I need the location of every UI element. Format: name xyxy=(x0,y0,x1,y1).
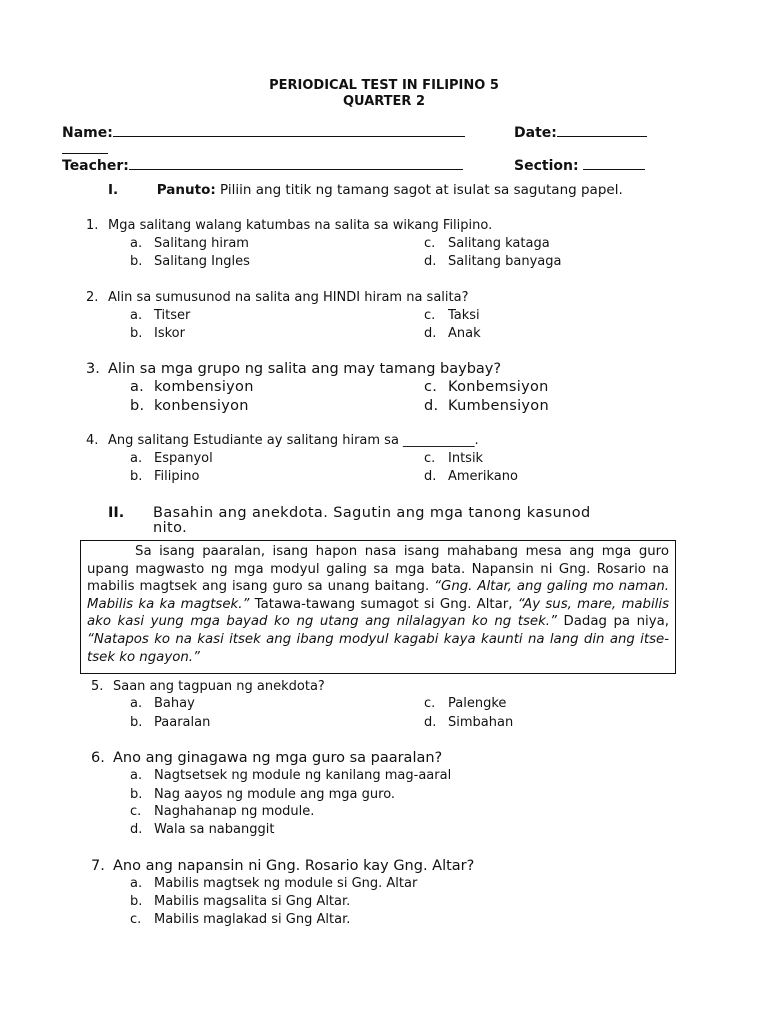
panuto-text: Piliin ang titik ng tamang sagot at isulat sa sagutang papel. xyxy=(215,182,623,198)
teacher-line[interactable] xyxy=(129,157,463,170)
q6-option-a[interactable]: a. Nagtsetsek ng module ng kanilang mag-aaral xyxy=(130,768,452,783)
question-3: 3. Alin sa mga grupo ng salita ang may tamang baybay? xyxy=(86,361,502,377)
part2-numeral: II. xyxy=(108,505,125,521)
date-field[interactable] xyxy=(514,124,647,141)
question-7: 7. Ano ang napansin ni Gng. Rosario kay Gng. Altar? xyxy=(91,858,475,874)
q6-option-b[interactable]: b. Nag aayos ng module ang mga guro. xyxy=(130,787,396,802)
part2-instruction-line1: Basahin ang anekdota. Sagutin ang mga tanong kasunod xyxy=(153,505,591,521)
anecdote-box xyxy=(80,540,676,674)
q5-option-c[interactable]: c. Palengke xyxy=(424,696,507,711)
name-label: Name: xyxy=(62,125,113,141)
q2-option-c[interactable]: c. Taksi xyxy=(424,308,480,323)
q1-option-a[interactable]: a. Salitang hiram xyxy=(130,236,249,251)
q2-option-a[interactable]: a. Titser xyxy=(130,308,191,323)
q7-option-a[interactable]: a. Mabilis magtsek ng module si Gng. Altar xyxy=(130,876,418,891)
anecdote-paragraph: Sa isang paaralan, isang hapon nasa isang mahabang mesa ang mga guro upang magwasto ng mga modyul galing sa mga bata. Napansin ni Gng. Rosario na mabilis magtsek ang isang guro sa unang baitang. “Gng. Altar, ang galing mo naman. Mabilis ka ka magtsek.” Tatawa-tawang sumagot si Gng. Altar, “Ay sus, mare, mabilis ako kasi yung mga bayad ko ng utang ang nilalagyan ko ng tsek.” Dadag pa niya, “Natapos ko na kasi itsek ang ibang modyul kagabi kaya kaunti na lang din ang itse-tsek ko ngayon.” xyxy=(87,544,669,665)
q5-option-b[interactable]: b. Paaralan xyxy=(130,715,211,730)
q7-option-c[interactable]: c. Mabilis maglakad si Gng Altar. xyxy=(130,912,351,927)
question-6: 6. Ano ang ginagawa ng mga guro sa paaralan? xyxy=(91,750,443,766)
date-label: Date: xyxy=(514,125,557,141)
part1-instruction xyxy=(108,182,623,198)
name-field[interactable] xyxy=(62,124,465,141)
question-4: 4. Ang salitang Estudiante ay salitang hiram sa ___________. xyxy=(86,433,479,448)
q2-option-d[interactable]: d. Anak xyxy=(424,326,481,341)
question-5: 5. Saan ang tagpuan ng anekdota? xyxy=(91,679,325,694)
q7-option-b[interactable]: b. Mabilis magsalita si Gng Altar. xyxy=(130,894,351,909)
q1-option-d[interactable]: d. Salitang banyaga xyxy=(424,254,562,269)
test-title: PERIODICAL TEST IN FILIPINO 5 xyxy=(269,78,499,93)
q1-option-b[interactable]: b. Salitang Ingles xyxy=(130,254,250,269)
q1-option-c[interactable]: c. Salitang kataga xyxy=(424,236,550,251)
q3-option-b[interactable]: b. konbensiyon xyxy=(130,398,249,414)
q3-option-d[interactable]: d. Kumbensiyon xyxy=(424,398,549,414)
panuto-label: Panuto: xyxy=(156,182,216,198)
question-2: 2. Alin sa sumusunod na salita ang HINDI hiram na salita? xyxy=(86,290,469,305)
q4-option-c[interactable]: c. Intsik xyxy=(424,451,484,466)
section-field[interactable] xyxy=(514,157,645,174)
part1-numeral: I. xyxy=(108,182,119,198)
q2-option-b[interactable]: b. Iskor xyxy=(130,326,185,341)
q4-option-d[interactable]: d. Amerikano xyxy=(424,469,518,484)
quarter-label: QUARTER 2 xyxy=(342,94,426,109)
q3-option-c[interactable]: c. Konbemsiyon xyxy=(424,379,549,395)
date-line[interactable] xyxy=(557,124,647,137)
question-1: 1. Mga salitang walang katumbas na salita sa wikang Filipino. xyxy=(86,218,493,233)
section-label: Section: xyxy=(514,158,579,174)
q3-option-a[interactable]: a. kombensiyon xyxy=(130,379,254,395)
q5-option-a[interactable]: a. Bahay xyxy=(130,696,195,711)
q6-option-d[interactable]: d. Wala sa nabanggit xyxy=(130,822,275,837)
section-line[interactable] xyxy=(583,157,645,170)
q5-option-d[interactable]: d. Simbahan xyxy=(424,715,514,730)
q4-option-b[interactable]: b. Filipino xyxy=(130,469,200,484)
teacher-field[interactable] xyxy=(62,157,463,174)
q4-option-a[interactable]: a. Espanyol xyxy=(130,451,213,466)
part2-instruction-line2: nito. xyxy=(153,520,188,536)
teacher-label: Teacher: xyxy=(62,158,129,174)
date-line-wrap xyxy=(62,140,108,154)
name-line[interactable] xyxy=(113,124,465,137)
q6-option-c[interactable]: c. Naghahanap ng module. xyxy=(130,804,315,819)
